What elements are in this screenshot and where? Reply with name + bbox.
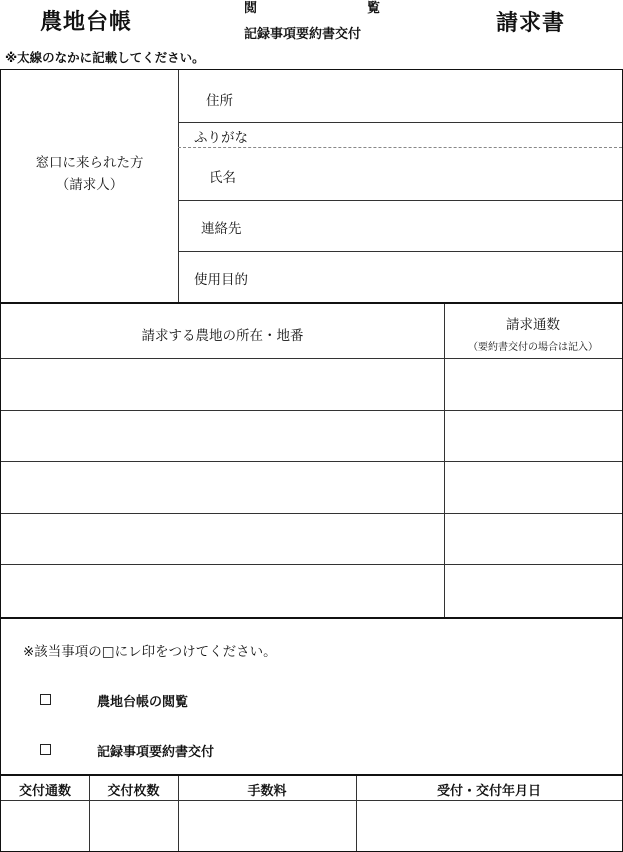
contact-label: 連絡先	[201, 221, 242, 237]
applicant-divider	[178, 70, 179, 302]
fee-header-divider	[1, 800, 622, 801]
fee-header-fee: 手数料	[247, 784, 287, 799]
applicant-side-label-2: （請求人）	[55, 177, 124, 193]
land-row-4[interactable]	[1, 514, 444, 564]
checkbox-youyakusho[interactable]	[40, 744, 51, 755]
applicant-side-label-1: 窓口に来られた方	[35, 155, 144, 171]
col-count-header: 請求通数	[506, 317, 560, 333]
contact-field[interactable]	[251, 201, 622, 251]
col-count-note: （要約書交付の場合は記入）	[468, 342, 598, 353]
applicant-block	[0, 69, 623, 303]
checkbox-etsuran[interactable]	[40, 694, 51, 705]
title-mid-bottom: 記録事項要約書交付	[244, 27, 362, 42]
purpose-field[interactable]	[261, 252, 622, 302]
title-mid-char-a: 閲	[244, 1, 258, 16]
fee-header-sheets: 交付枚数	[107, 784, 160, 799]
name-field[interactable]	[251, 148, 622, 200]
land-row-2[interactable]	[1, 411, 444, 461]
name-label: 氏名	[209, 170, 236, 186]
option-etsuran-label: 農地台帳の閲覧	[97, 695, 189, 710]
fee-header-count: 交付通数	[18, 784, 71, 799]
check-instruction: ※該当事項の□にレ印をつけてください。	[23, 644, 277, 660]
land-table	[0, 303, 623, 618]
land-row-5[interactable]	[1, 565, 444, 617]
address-field[interactable]	[251, 70, 622, 122]
check-section	[0, 618, 623, 775]
applicant-side-label	[1, 152, 178, 196]
furigana-label: ふりがな	[194, 130, 248, 146]
fee-header-date: 受付・交付年月日	[436, 784, 541, 799]
col-location-header: 請求する農地の所在・地番	[141, 328, 304, 344]
title-right: 請求書	[496, 11, 566, 36]
title-left: 農地台帳	[40, 10, 133, 35]
fee-table	[0, 775, 623, 852]
form-note: ※太線のなかに記載してください。	[5, 50, 205, 65]
land-row-3[interactable]	[1, 462, 444, 512]
title-mid-top	[244, 0, 380, 16]
purpose-label: 使用目的	[194, 272, 248, 288]
address-label: 住所	[206, 93, 233, 109]
title-mid-char-b: 覧	[366, 1, 380, 16]
furigana-field[interactable]	[251, 123, 622, 147]
land-row-1[interactable]	[1, 359, 444, 409]
option-youyakusho-label: 記録事項要約書交付	[97, 745, 215, 760]
